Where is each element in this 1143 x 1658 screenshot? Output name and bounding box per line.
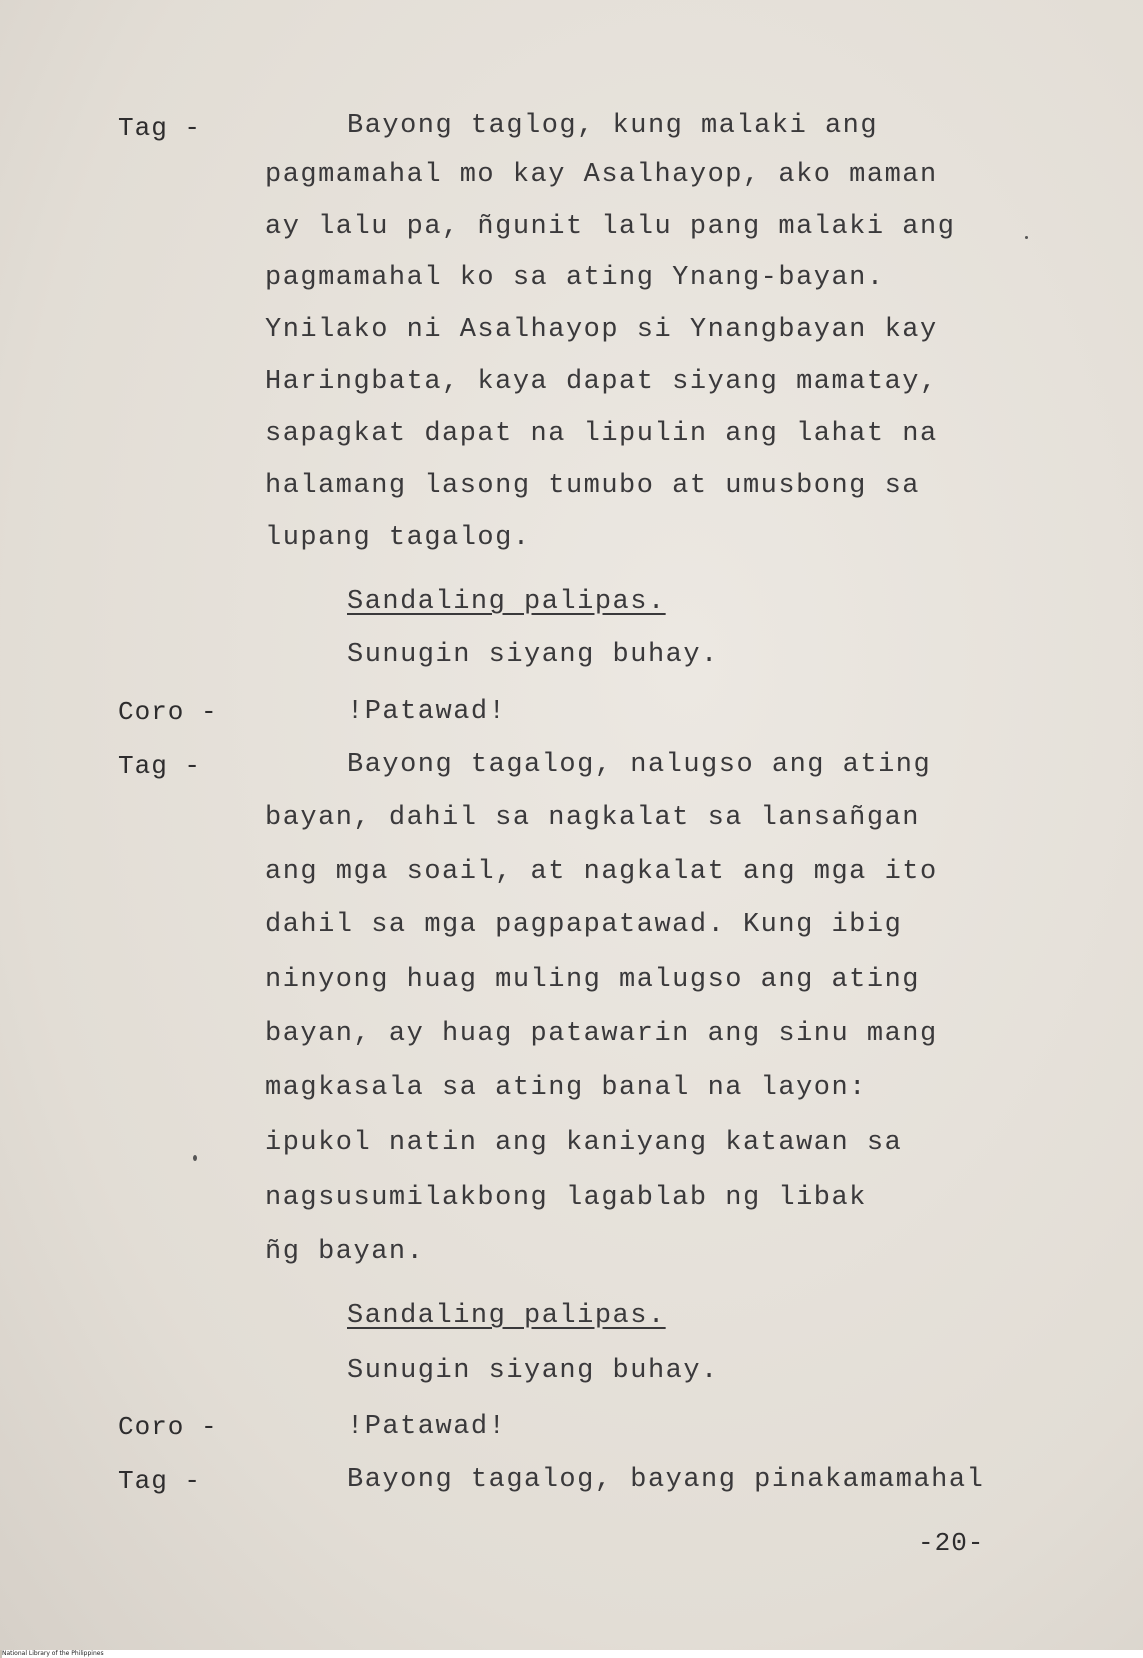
speaker-label: Tag -: [118, 1466, 202, 1496]
page-number: -20-: [918, 1528, 985, 1558]
text-line: Sunugin siyang buhay.: [347, 1356, 719, 1386]
text-line: ninyong huag muling malugso ang ating: [265, 965, 920, 995]
speaker-label: Tag -: [118, 751, 202, 781]
stage-direction: Sandaling palipas.: [347, 587, 666, 617]
text-line: bayan, dahil sa nagkalat sa lansañgan: [265, 803, 920, 833]
text-line: sapagkat dapat na lipulin ang lahat na: [265, 419, 938, 449]
text-line: dahil sa mga pagpapatawad. Kung ibig: [265, 910, 903, 940]
speaker-label: Coro -: [118, 697, 218, 727]
text-line: Bayong tagalog, nalugso ang ating: [347, 750, 932, 780]
text-line: !Patawad!: [347, 1412, 507, 1442]
text-line: magkasala sa ating banal na layon:: [265, 1073, 867, 1103]
text-line: bayan, ay huag patawarin ang sinu mang: [265, 1019, 938, 1049]
text-line: lupang tagalog.: [265, 523, 531, 553]
text-line: halamang lasong tumubo at umusbong sa: [265, 471, 920, 501]
text-line: ang mga soail, at nagkalat ang mga ito: [265, 857, 938, 887]
text-line: nagsusumilakbong lagablab ng libak: [265, 1183, 867, 1213]
text-line: Ynilako ni Asalhayop si Ynangbayan kay: [265, 315, 938, 345]
paper-speck: [193, 1155, 197, 1161]
paper-speck: [1025, 236, 1028, 239]
stage-direction: Sandaling palipas.: [347, 1301, 666, 1331]
text-line: ay lalu pa, ñgunit lalu pang malaki ang: [265, 212, 956, 242]
text-line: Haringbata, kaya dapat siyang mamatay,: [265, 367, 938, 397]
text-line: Bayong taglog, kung malaki ang: [347, 111, 879, 141]
text-line: pagmamahal mo kay Asalhayop, ako maman: [265, 160, 938, 190]
text-line: ipukol natin ang kaniyang katawan sa: [265, 1128, 903, 1158]
text-line: !Patawad!: [347, 697, 507, 727]
text-line: pagmamahal ko sa ating Ynang-bayan.: [265, 263, 885, 293]
speaker-label: Tag -: [118, 113, 202, 143]
footer-credit: National Library of the Philippines: [2, 1650, 1143, 1658]
text-line: Sunugin siyang buhay.: [347, 640, 719, 670]
speaker-label: Coro -: [118, 1412, 218, 1442]
text-line: Bayong tagalog, bayang pinakamamahal: [347, 1465, 985, 1495]
text-line: ñg bayan.: [265, 1237, 425, 1267]
